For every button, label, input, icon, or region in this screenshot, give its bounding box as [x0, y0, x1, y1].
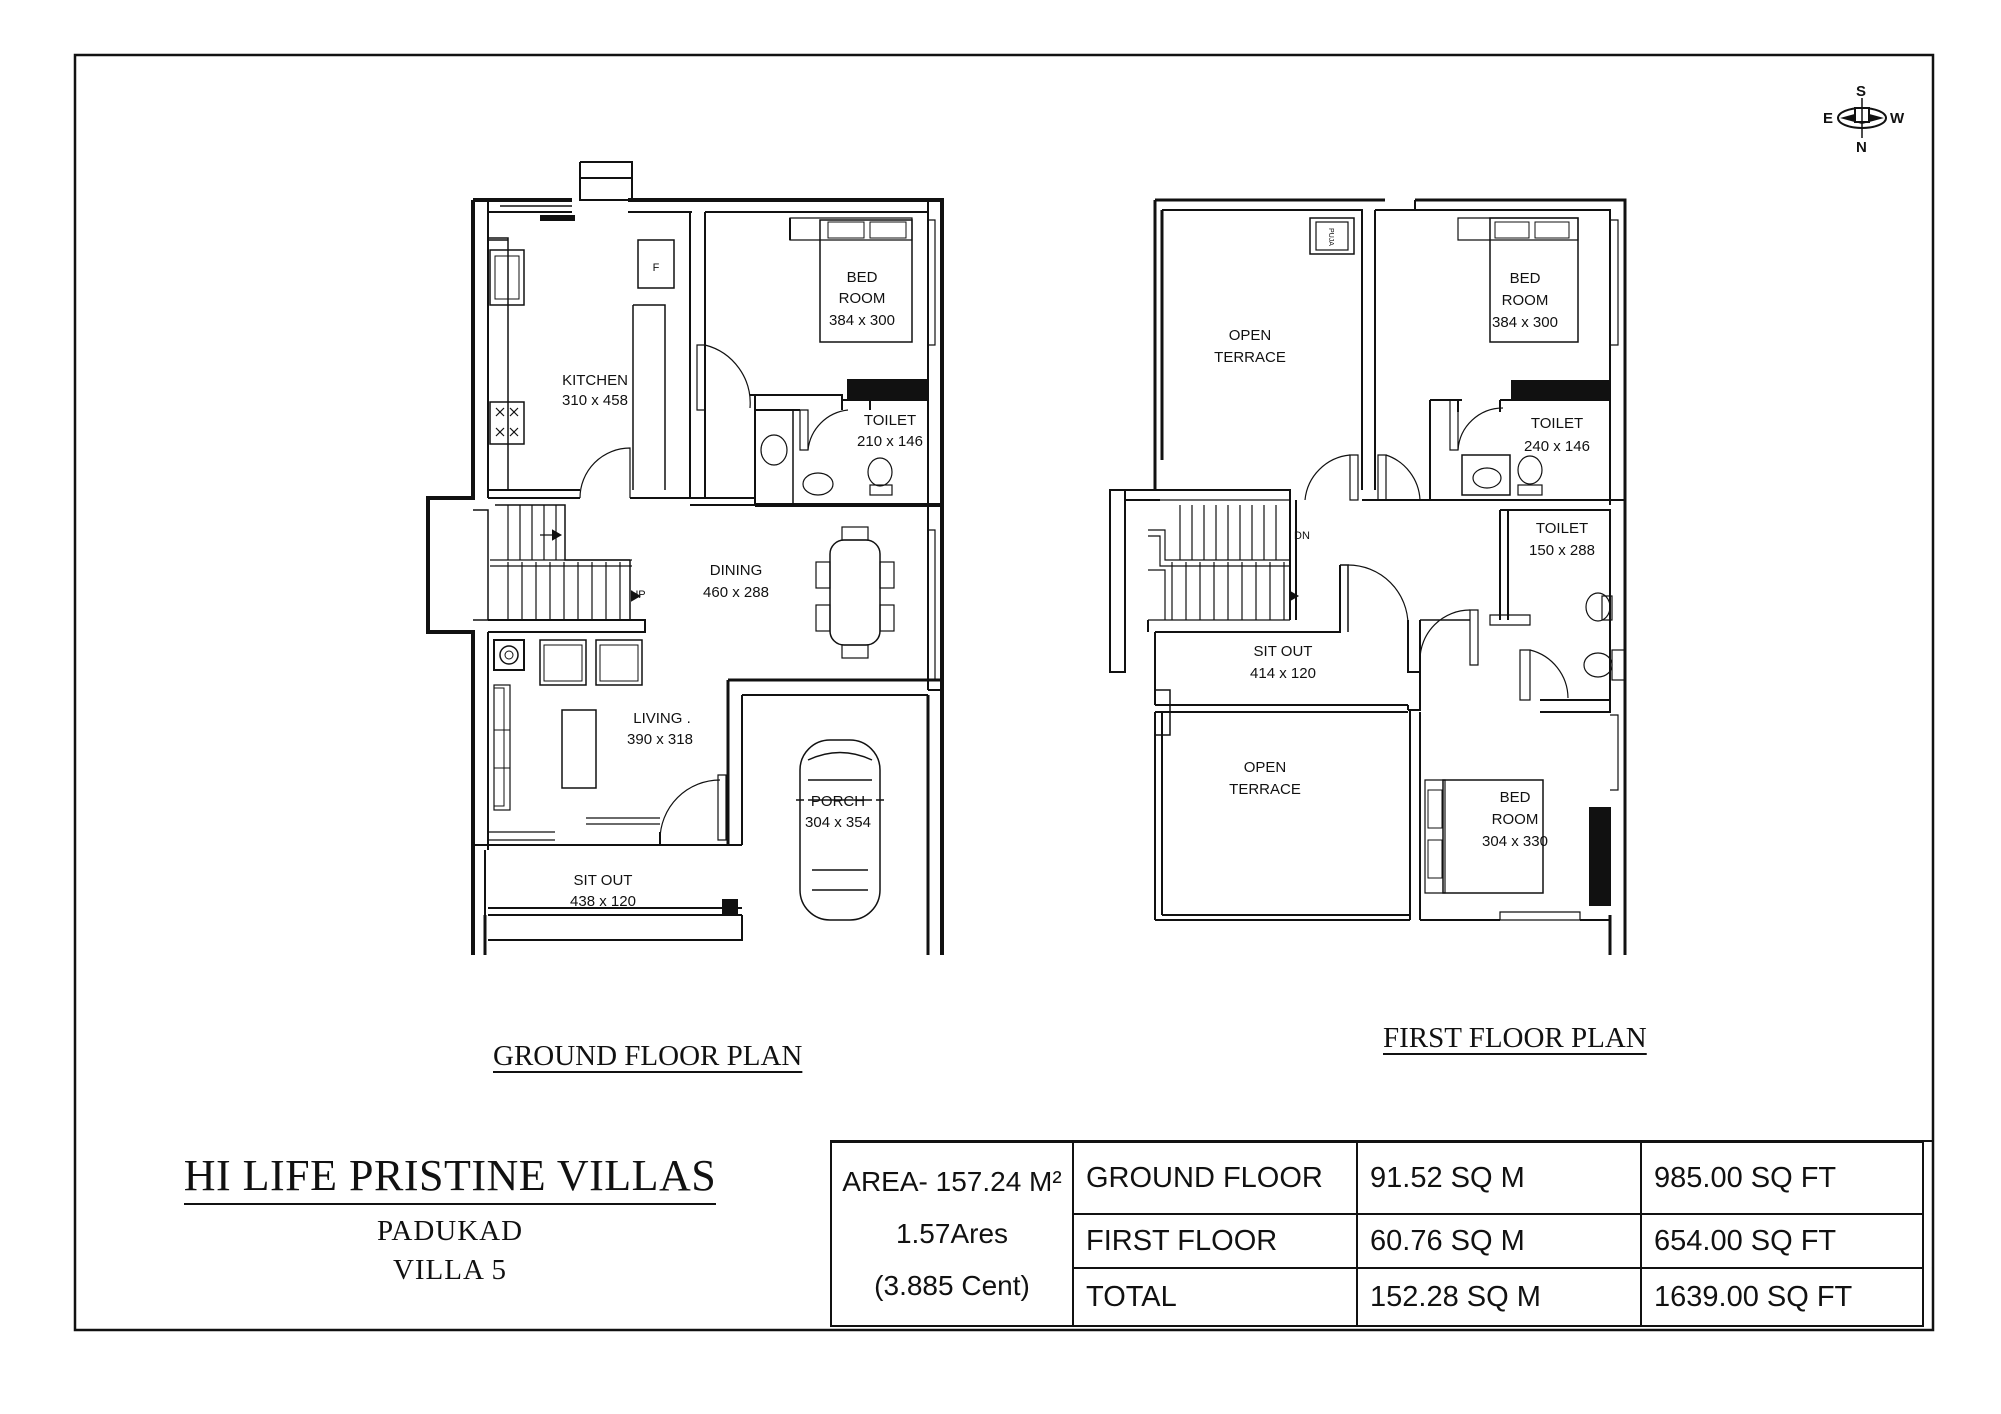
gf-bedroom-name-2: ROOM	[838, 290, 886, 307]
area-table	[830, 1141, 1924, 1327]
compass-west: W	[1890, 110, 1905, 127]
row-sqft: 985.00 SQ FT	[1641, 1142, 1923, 1214]
compass-icon	[1823, 83, 1905, 156]
row-sqm: 91.52 SQ M	[1357, 1142, 1641, 1214]
gf-fridge-label: F	[652, 262, 660, 274]
ff-stair-label: DN	[1294, 530, 1310, 542]
gf-stair-label: UP	[630, 589, 646, 601]
gf-kitchen-size: 310 x 458	[562, 392, 628, 409]
sheet-border	[75, 55, 1933, 1330]
row-label: TOTAL	[1073, 1268, 1357, 1326]
plot-ares: 1.57Ares	[895, 1218, 1009, 1249]
ff-sitout-size: 414 x 120	[1250, 665, 1316, 682]
gf-living-size: 390 x 318	[627, 731, 693, 748]
first-floor-plan-title: FIRST FLOOR PLAN	[1383, 1022, 1647, 1054]
compass-east: E	[1823, 110, 1834, 127]
gf-dining-size: 460 x 288	[703, 584, 769, 601]
ff-bedroom2-name-2: ROOM	[1491, 811, 1539, 828]
ff-pooja-label: PUJA	[1327, 228, 1334, 246]
gf-living-name: LIVING .	[633, 710, 691, 727]
project-name: HI LIFE PRISTINE VILLAS	[184, 1150, 717, 1205]
gf-kitchen-name: KITCHEN	[562, 372, 628, 389]
gf-toilet-size: 210 x 146	[857, 433, 923, 450]
gf-sitout-name: SIT OUT	[573, 872, 633, 889]
ff-bedroom1-size: 384 x 300	[1492, 314, 1558, 331]
compass-south: S	[1856, 83, 1867, 100]
project-title-block	[150, 1150, 750, 1287]
project-villa-number: VILLA 5	[392, 1254, 508, 1286]
ff-sitout-name: SIT OUT	[1253, 643, 1313, 660]
row-label: FIRST FLOOR	[1073, 1214, 1357, 1268]
row-sqft: 1639.00 SQ FT	[1641, 1268, 1923, 1326]
ff-toilet1-size: 240 x 146	[1524, 438, 1590, 455]
ff-toilet2-size: 150 x 288	[1529, 542, 1595, 559]
gf-sitout-size: 438 x 120	[570, 893, 636, 910]
ff-bedroom2-name-1: BED	[1499, 789, 1531, 806]
gf-dining-name: DINING	[709, 562, 763, 579]
ff-bedroom1-name-2: ROOM	[1501, 292, 1549, 309]
gf-bedroom-name-1: BED	[846, 269, 878, 286]
ff-toilet1-name: TOILET	[1530, 415, 1584, 432]
gf-toilet-name: TOILET	[863, 412, 917, 429]
row-sqm: 152.28 SQ M	[1357, 1268, 1641, 1326]
gf-porch-size: 304 x 354	[805, 814, 871, 831]
plot-cent: (3.885 Cent)	[874, 1270, 1030, 1301]
gf-porch-name: PORCH	[810, 793, 866, 810]
plot-area: AREA- 157.24 M²	[842, 1166, 1062, 1197]
ff-terrace2-name-2: TERRACE	[1229, 781, 1301, 798]
row-sqm: 60.76 SQ M	[1357, 1214, 1641, 1268]
ground-floor-plan-title: GROUND FLOOR PLAN	[493, 1040, 803, 1072]
plot-area-cell	[831, 1142, 1073, 1326]
ff-bedroom1-name-1: BED	[1509, 270, 1541, 287]
row-label: GROUND FLOOR	[1073, 1142, 1357, 1214]
compass-north: N	[1856, 139, 1867, 156]
row-sqft: 654.00 SQ FT	[1641, 1214, 1923, 1268]
ff-bedroom2-size: 304 x 330	[1482, 833, 1548, 850]
ff-terrace1-name-1: OPEN	[1228, 327, 1272, 344]
ff-terrace1-name-2: TERRACE	[1214, 349, 1286, 366]
ff-terrace2-name-1: OPEN	[1243, 759, 1287, 776]
project-location: PADUKAD	[376, 1215, 524, 1247]
ff-toilet2-name: TOILET	[1535, 520, 1589, 537]
gf-bedroom-size: 384 x 300	[829, 312, 895, 329]
